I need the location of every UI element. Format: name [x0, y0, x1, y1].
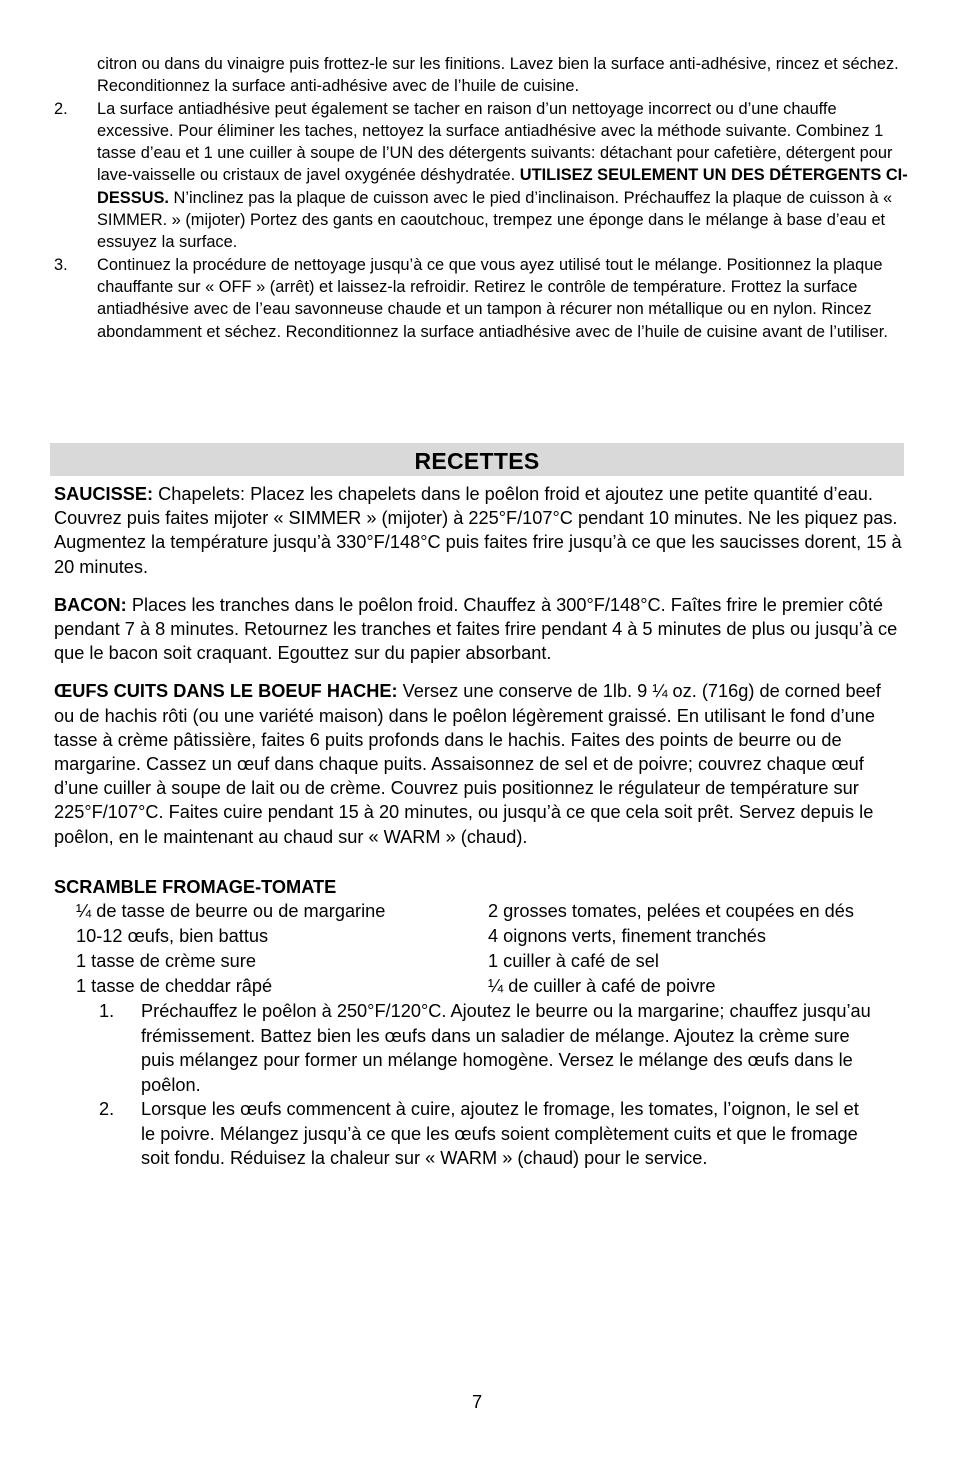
step [54, 999, 906, 1097]
page-number: 7 [471, 1392, 483, 1412]
section-header [50, 443, 904, 476]
ingredient: ¼ de cuiller à café de poivre [488, 976, 716, 997]
section-title: RECETTES [414, 448, 540, 474]
step [54, 1097, 906, 1171]
recipe-text: Versez une conserve de 1lb. 9 ¼ oz. (716g) de corned beef ou de hachis rôti (ou une variété maison) dans le poêlon légèrement graissé. En utilisant le fond d’une tasse à crème pâtissière, faites 6 puits profonds dans le hachis. Faites des points de beurre ou de margarine. Cassez un œuf dans chaque puits. Assaisonnez de sel et de poivre; couvrez chaque œuf d’une cuiller à soupe de lait ou de crème. Couvrez puis positionnez le régulateur de température sur 225°F/107°C. Faites cuire pendant 15 à 20 minutes, ou jusqu’à ce que cela soit prêt. Servez depuis le poêlon, en le maintenant au chaud sur « WARM » (chaud). [54, 681, 881, 847]
recipe-oeufs [54, 679, 906, 848]
item-text-b: N’inclinez pas la plaque de cuisson avec le pied d’inclinaison. Préchauffez la plaque de cuisson à « SIMMER. » (mijoter) Portez des gants en caoutchouc, trempez une éponge dans le mélange à base d’eau et essuyez la surface. [97, 188, 893, 252]
ingredient: 1 tasse de cheddar râpé [76, 976, 273, 997]
recipe-label: BACON: [54, 594, 127, 615]
ingredient: 1 tasse de crème sure [76, 951, 256, 972]
item-text-a: La surface antiadhésive peut également se tacher en raison d’un nettoyage incorrect ou d’une chauffe excessive. Pour éliminer les taches, nettoyez la surface antiadhésive avec la méthode suivante. Combinez 1 tasse d’eau et 1 une cuiller à soupe de l’UN des détergents suivants: détachant pour cafetière, détergent pour lave-vaisselle ou cristaux de javel oxygénée déshydratée. [97, 99, 893, 185]
ingredients [54, 899, 906, 999]
recipe-steps [54, 999, 906, 1171]
item-number: 2. [54, 99, 68, 118]
step-number: 2. [99, 1099, 115, 1120]
item1-continuation: citron ou dans du vinaigre puis frottez-le sur les finitions. Lavez bien la surface anti-adhésive, rincez et séchez. Reconditionnez la surface anti-adhésive avec de l’huile de cuisine. [97, 55, 899, 96]
item-text [97, 98, 914, 254]
ingredient: ¼ de tasse de beurre ou de margarine [76, 901, 386, 922]
recipe-text: Places les tranches dans le poêlon froid. Chauffez à 300°F/148°C. Faîtes frire le premier côté pendant 7 à 8 minutes. Retournez les tranches et faites frire pendant 4 à 5 minutes de plus ou jusqu’à ce que le bacon soit craquant. Egouttez sur du papier absorbant. [54, 594, 898, 664]
recipe-text: Chapelets: Placez les chapelets dans le poêlon froid et ajoutez une petite quantité d’eau. Couvrez puis faites mijoter « SIMMER » (mijoter) à 225°F/107°C pendant 10 minutes. Ne les piquez pas. Augmentez la température jusqu’à 330°F/148°C puis faites frire jusqu’à ce que les saucisses dorent, 15 à 20 minutes. [54, 484, 902, 577]
recipes [54, 482, 906, 1171]
item-text: Continuez la procédure de nettoyage jusqu’à ce que vous ayez utilisé tout le mélange. Positionnez la plaque chauffante sur « OFF » (arrêt) et laissez-la refroidir. Retirez le contrôle de température. Frottez la surface antiadhésive avec de l’eau savonneuse chaude et un tampon à récurer non métallique ou en nylon. Rincez abondamment et séchez. Reconditionnez la surface antiadhésive avec de l’huile de cuisine avant de l’utiliser. [97, 255, 888, 341]
cleaning-item-2 [54, 98, 914, 254]
cleaning-instructions [54, 53, 914, 343]
recipe-label: SAUCISSE: [54, 484, 154, 504]
recipe-saucisse [54, 482, 906, 579]
detergent-warning: UTILISEZ SEULEMENT UN DES DÉTERGENTS CI-DESSUS. [97, 166, 908, 207]
recipe-label: ŒUFS CUITS DANS LE BOEUF HACHE: [54, 681, 398, 702]
recipe-bacon [54, 593, 906, 666]
step-text: Lorsque les œufs commencent à cuire, ajoutez le fromage, les tomates, l’oignon, le sel et le poivre. Mélangez jusqu’à ce que les œufs soient complètement cuits et que le fromage soit fondu. Réduisez la chaleur sur « WARM » (chaud) pour le service. [141, 1099, 859, 1169]
ingredients-right [488, 899, 888, 999]
cleaning-item-3 [54, 254, 914, 343]
ingredient: 10-12 œufs, bien battus [76, 926, 269, 947]
ingredients-left [54, 899, 488, 999]
ingredient: 2 grosses tomates, pelées et coupées en dés [488, 901, 854, 922]
step-text: Préchauffez le poêlon à 250°F/120°C. Ajoutez le beurre ou la margarine; chauffez jusqu’au frémissement. Battez bien les œufs dans un saladier de mélange. Ajoutez la crème sure puis mélangez pour former un mélange homogène. Versez le mélange des œufs dans le poêlon. [141, 1001, 871, 1095]
ingredient: 4 oignons verts, finement tranchés [488, 926, 767, 947]
ingredient: 1 cuiller à café de sel [488, 951, 659, 972]
recipe-title-scramble: SCRAMBLE FROMAGE-TOMATE [54, 876, 337, 897]
step-number: 1. [99, 1001, 115, 1022]
item-number: 3. [54, 255, 68, 274]
